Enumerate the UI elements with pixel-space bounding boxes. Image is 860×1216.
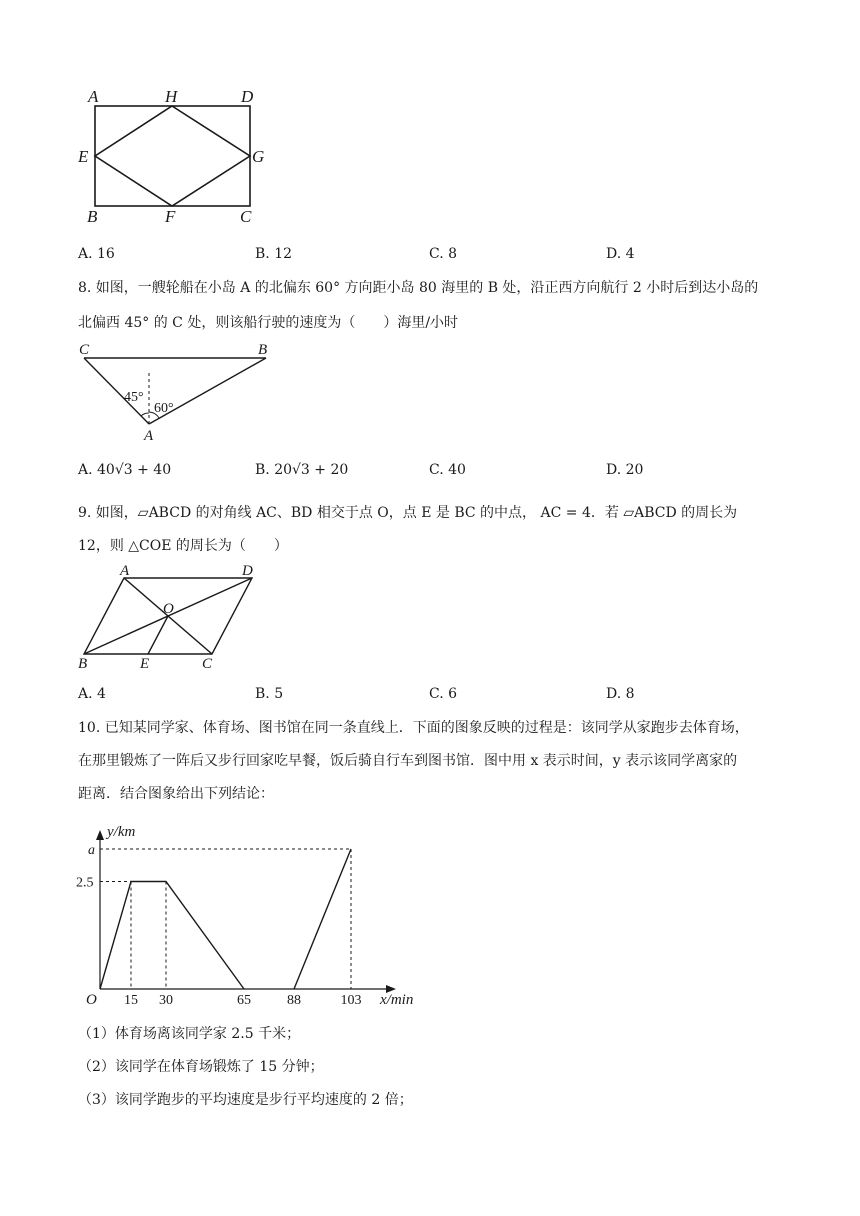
x-tick-30: 30 [159, 993, 173, 1008]
y-axis-arrow [96, 830, 104, 840]
segment-oe [148, 616, 168, 654]
q9-text-line2: 12，则 △COE 的周长为（ ） [78, 538, 288, 554]
y-tick-2-5: 2.5 [76, 875, 94, 891]
q8-option-d: D. 20 [606, 462, 644, 478]
label-a: A [120, 563, 130, 579]
label-d: D [242, 563, 253, 579]
q8-option-a: A. 40√3 + 40 [78, 462, 172, 478]
q7-option-c: C. 8 [429, 246, 458, 262]
label-g: G [252, 147, 265, 166]
label-c: C [240, 207, 252, 226]
label-o: O [163, 601, 174, 617]
q9-option-c: C. 6 [429, 686, 458, 702]
q7-option-d: D. 4 [606, 246, 635, 262]
q10-text-line2: 在那里锻炼了一阵后又步行回家吃早餐，饭后骑自行车到图书馆．图中用 x 表示时间，y 表示该同学离家的 [78, 753, 738, 769]
label-d: D [241, 87, 254, 106]
angle-45: 45° [124, 390, 144, 405]
x-tick-65: 65 [237, 993, 251, 1008]
label-e: E [78, 147, 89, 166]
angle-60: 60° [154, 401, 174, 416]
label-h: H [165, 87, 178, 106]
x-axis-label: x/min [380, 992, 414, 1008]
q7-option-a: A. 16 [78, 246, 115, 262]
q10-statement-3: （3）该同学跑步的平均速度是步行平均速度的 2 倍； [78, 1092, 413, 1108]
y-axis-label: y/km [107, 824, 136, 840]
q8-option-c: C. 40 [429, 462, 466, 478]
label-b: B [258, 342, 268, 358]
q10-statement-1: （1）体育场离该同学家 2.5 千米； [78, 1026, 301, 1042]
label-c: C [79, 342, 90, 358]
q9-option-b: B. 5 [255, 686, 284, 702]
label-f: F [165, 207, 176, 226]
q9-option-d: D. 8 [606, 686, 635, 702]
ship-bearing-figure [74, 340, 284, 448]
q9-text-line1: 9. 如图，▱ABCD 的对角线 AC、BD 相交于点 O，点 E 是 BC 的中点， AC = 4．若 ▱ABCD 的周长为 [78, 505, 738, 521]
q10-text-line1: 10. 已知某同学家、体育场、图书馆在同一条直线上．下面的图象反映的过程是：该同学从家跑步去体育场， [78, 720, 749, 736]
q9-option-a: A. 4 [78, 686, 106, 702]
label-b: B [87, 207, 98, 226]
origin-label: O [86, 992, 97, 1008]
q8-text-line1: 8. 如图，一艘轮船在小岛 A 的北偏东 60° 方向距小岛 80 海里的 B 处，沿正西方向航行 2 小时后到达小岛的 [78, 280, 759, 296]
rhombus-ehgf [95, 106, 250, 206]
x-tick-103: 103 [340, 993, 362, 1008]
distance-time-graph [74, 818, 434, 1008]
x-tick-15: 15 [124, 993, 138, 1008]
q10-statement-2: （2）该同学在体育场锻炼了 15 分钟； [78, 1059, 324, 1075]
series-line-2 [294, 849, 351, 989]
parallelogram-figure [74, 562, 274, 674]
label-e: E [140, 656, 150, 672]
q10-text-line3: 距离．结合图象给出下列结论： [78, 786, 274, 802]
label-b: B [78, 656, 88, 672]
q7-option-b: B. 12 [255, 246, 293, 262]
label-a: A [88, 87, 99, 106]
rectangle-rhombus-figure [78, 84, 278, 230]
rectangle-abcd [95, 106, 250, 206]
y-tick-a: a [88, 843, 95, 858]
label-c: C [202, 656, 213, 672]
series-line-1 [100, 882, 244, 990]
x-tick-88: 88 [287, 993, 301, 1008]
q8-text-line2: 北偏西 45° 的 C 处，则该船行驶的速度为（ ）海里/小时 [78, 315, 459, 331]
label-a: A [144, 428, 154, 444]
q8-option-b: B. 20√3 + 20 [255, 462, 349, 478]
